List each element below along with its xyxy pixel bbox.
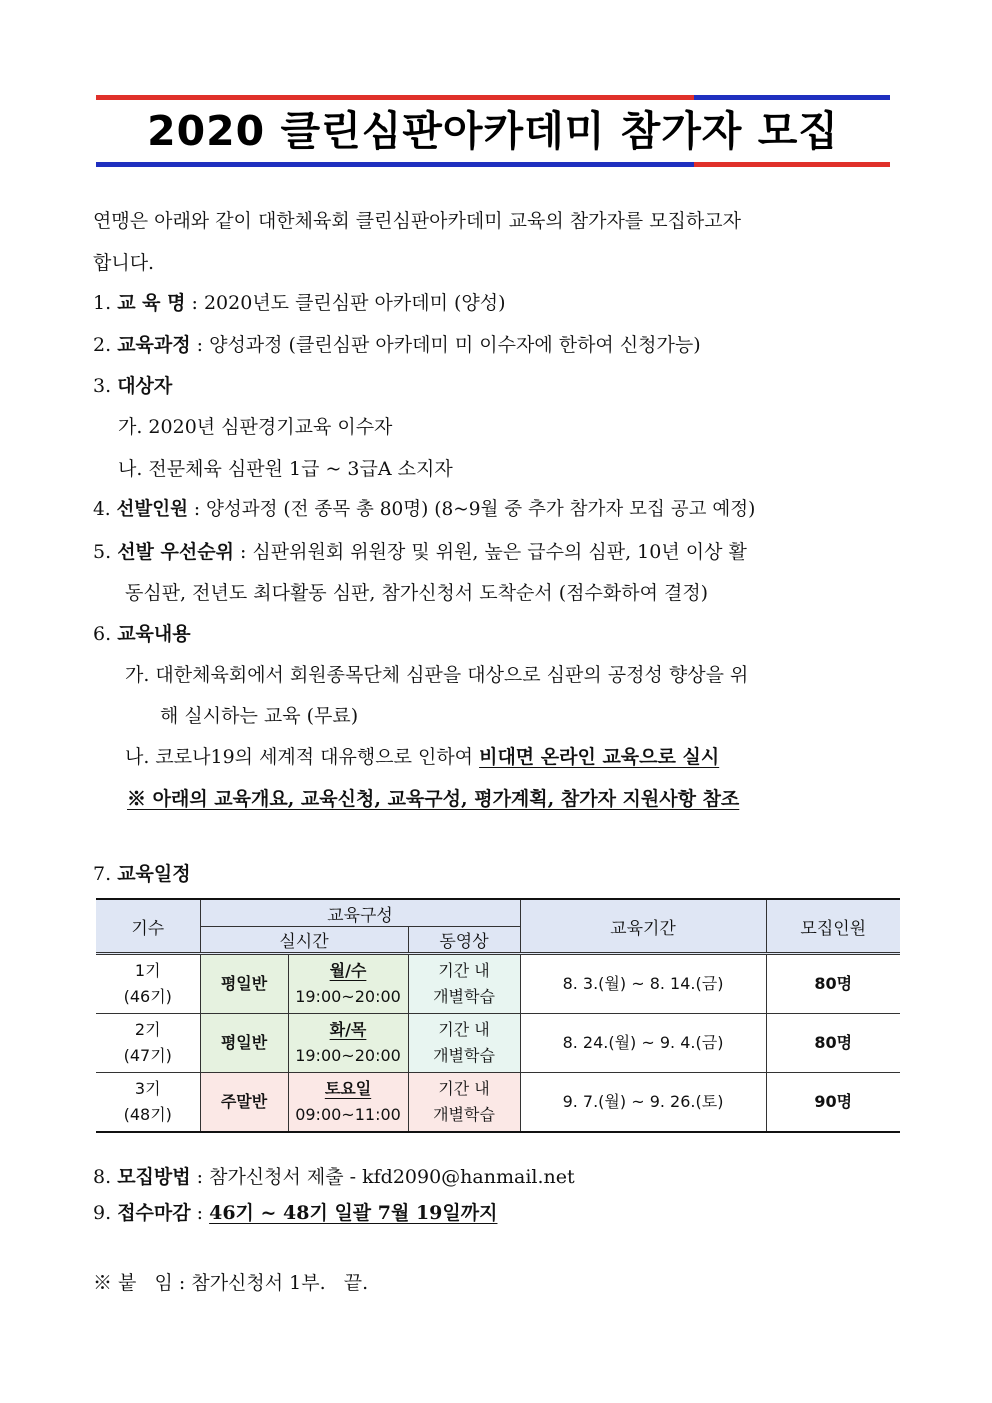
page-title: 2020 클린심판아카데미 참가자 모집 [147, 107, 839, 155]
item-8: 8. 모집방법 : 참가신청서 제출 - kfd2090@hanmail.net [93, 1166, 575, 1188]
table-row: 3기 (48기) 주말반 토요일 09:00~11:00 기간 내 개별학습 9. 7.(월) ~ 9. 26.(토) 90명 [96, 1073, 900, 1133]
schedule-table [96, 898, 900, 1133]
item-7: 7. 교육일정 [93, 863, 191, 885]
col-gisu: 기수 [96, 899, 200, 954]
item-5: 5. 선발 우선순위 : 심판위원회 위원장 및 위원, 높은 급수의 심판, 10년 이상 활 [93, 541, 747, 563]
col-realtime: 실시간 [200, 927, 408, 954]
intro-line-1: 연맹은 아래와 같이 대한체육회 클린심판아카데미 교육의 참가자를 모집하고자 [93, 210, 741, 232]
online-notice: 비대면 온라인 교육으로 실시 [479, 746, 720, 768]
item-9: 9. 접수마감 : 46기 ~ 48기 일괄 7월 19일까지 [93, 1202, 498, 1224]
table-row: 2기 (47기) 평일반 화/목 19:00~20:00 기간 내 개별학습 8. 24.(월) ~ 9. 4.(금) 80명 [96, 1014, 900, 1073]
item-3b: 나. 전문체육 심판원 1급 ~ 3급A 소지자 [118, 458, 453, 480]
col-video: 동영상 [408, 927, 520, 954]
item-3: 3. 대상자 [93, 375, 173, 397]
title-banner [96, 95, 890, 167]
item-6b: 나. 코로나19의 세계적 대유행으로 인하여 비대면 온라인 교육으로 실시 [125, 746, 720, 768]
col-recruit: 모집인원 [766, 899, 900, 954]
item-1: 1. 교 육 명 : 2020년도 클린심판 아카데미 (양성) [93, 292, 506, 314]
intro-line-2: 합니다. [93, 252, 155, 274]
col-period: 교육기간 [520, 899, 766, 954]
item-5-cont: 동심판, 전년도 최다활동 심판, 참가신청서 도착순서 (점수화하여 결정) [125, 582, 709, 604]
reference-note: ※ 아래의 교육개요, 교육신청, 교육구성, 평가계획, 참가자 지원사항 참조 [127, 788, 740, 810]
item-6a-cont: 해 실시하는 교육 (무료) [160, 705, 359, 727]
item-6a: 가. 대한체육회에서 회원종목단체 심판을 대상으로 심판의 공정성 향상을 위 [125, 664, 749, 686]
title-top-bar [96, 95, 890, 100]
attachment-note: ※ 붙 임 : 참가신청서 1부. 끝. [93, 1272, 369, 1294]
item-2: 2. 교육과정 : 양성과정 (클린심판 아카데미 미 이수자에 한하여 신청가능) [93, 334, 701, 356]
deadline: 46기 ~ 48기 일괄 7월 19일까지 [209, 1202, 498, 1224]
item-4: 4. 선발인원 : 양성과정 (전 종목 총 80명) (8~9월 중 추가 참가자 모집 공고 예정) [93, 499, 756, 520]
item-6: 6. 교육내용 [93, 623, 191, 645]
col-composition: 교육구성 [200, 899, 520, 927]
title-bottom-bar [96, 162, 890, 167]
item-3a: 가. 2020년 심판경기교육 이수자 [118, 416, 393, 438]
table-row: 1기 (46기) 평일반 월/수 19:00~20:00 기간 내 개별학습 8. 3.(월) ~ 8. 14.(금) 80명 [96, 954, 900, 1014]
